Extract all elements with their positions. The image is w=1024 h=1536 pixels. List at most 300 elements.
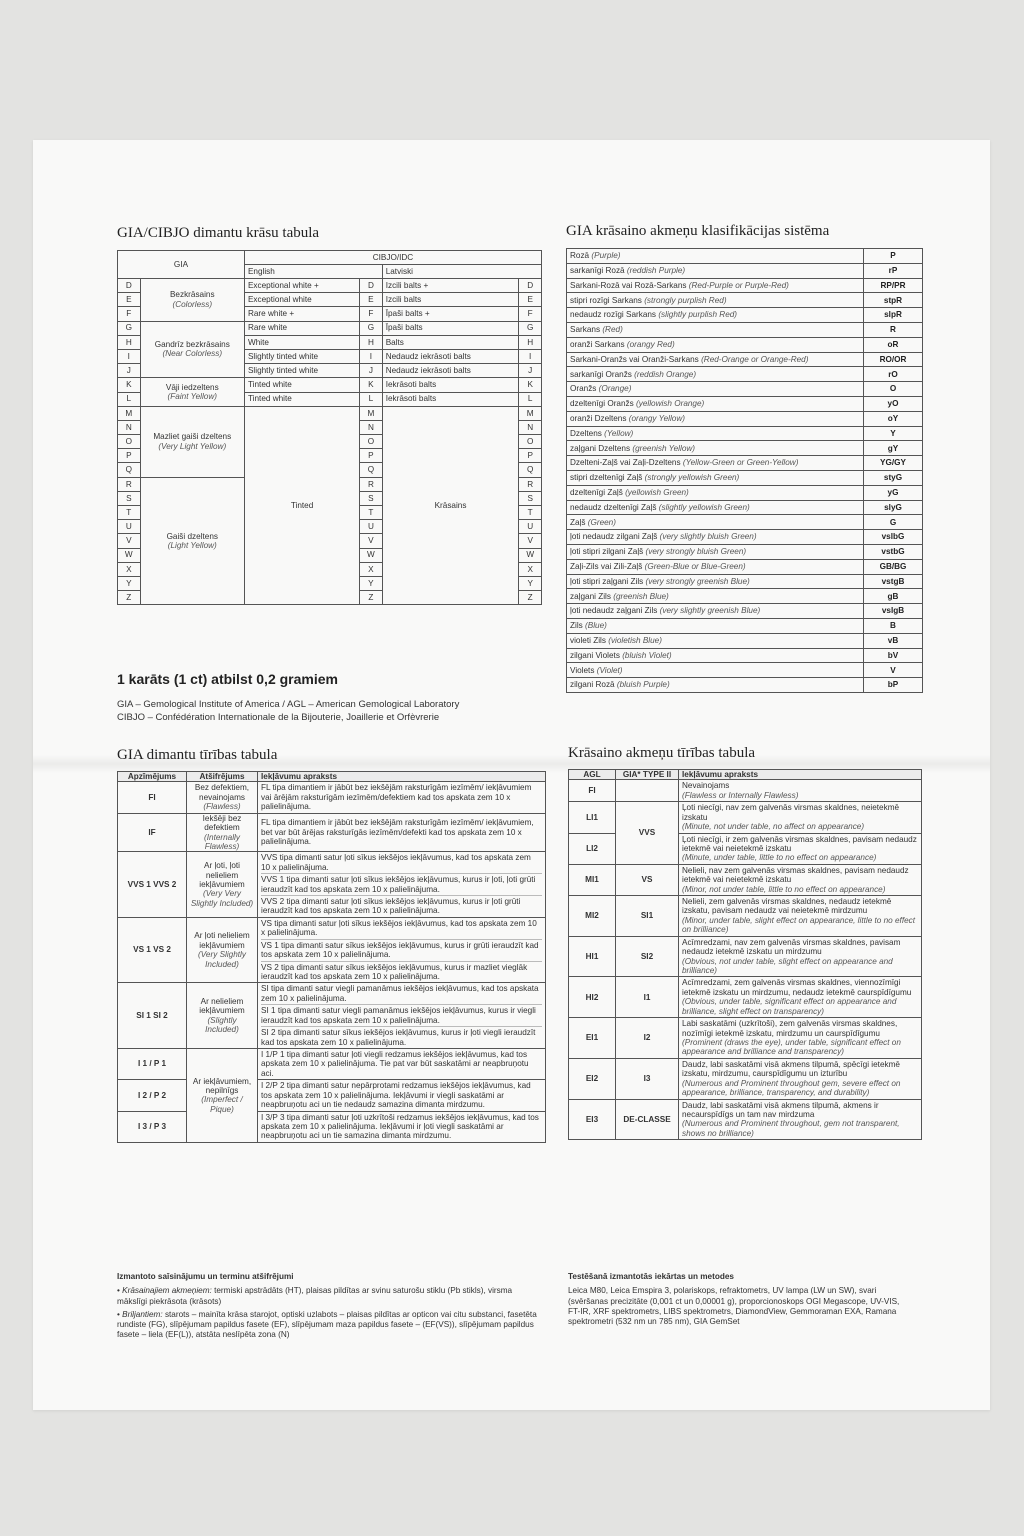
stone-clarity-row xyxy=(569,802,922,833)
abbrev-bullet-1-lead: Krāsainajiem akmeņiem: xyxy=(122,1286,212,1296)
cibjo-letter: X xyxy=(360,562,383,576)
clarity-desc-paragraph: VVS 2 tipa dimanti satur ļoti sīkus iekšējos iekļāvumus, kurus ir ļoti grūti ieraudzīt kad tos apskata zem 10 x palielinājuma. xyxy=(261,897,521,916)
english-term: Exceptional white xyxy=(244,293,359,307)
stone-row xyxy=(567,382,923,397)
stone-name-lv: nedaudz dzeltenīgi Zaļš xyxy=(570,502,657,512)
clarity-header-code: Apzīmējums xyxy=(118,772,187,782)
clarity-desc xyxy=(258,813,546,852)
latvian-term: Nedaudz iekrāsoti balts xyxy=(382,349,519,363)
stone-row xyxy=(567,589,923,604)
clarity-desc-paragraph: VS 1 tipa dimanti satur sīkus iekšējos iekļāvumus, kurus ir grūti ieraudzīt kad tos apskata zem 10 x palielinājuma. xyxy=(261,941,542,962)
stone-name xyxy=(567,367,864,382)
clarity-desc-paragraph: VS 2 tipa dimanti satur sīkus iekšējos iekļāvumus, kurus ir mazliet vieglāk ieraudzīt kad tos apskata zem 10 x palielinājuma. xyxy=(261,962,528,982)
stone-name xyxy=(567,293,864,308)
stone-clarity-header-desc: Iekļāvumu apraksts xyxy=(679,770,922,780)
cibjo-letter: J xyxy=(360,364,383,378)
stone-name-lv: violeti Zils xyxy=(570,635,606,645)
stone-name xyxy=(567,411,864,426)
methods-text: Leica M80, Leica Emspira 3, polariskops, refraktometrs, UV lampa (LW un SW), svari (svēršanas precizitāte (0,001 ct un 0,00001 g), proporcionoskops OGI Megascope, UV-VIS, FT-IR, XRF spektrometrs, LIBS spektrometrs, DiamondView, Gemmoraman EXA, Ramana spektrometri (532 nm un 785 nm), GIA GemSet xyxy=(568,1286,900,1326)
cibjo-letter: V xyxy=(360,534,383,548)
clarity-desc-paragraph: VS tipa dimanti satur ļoti sīkus iekšējos iekļāvumus, kad tos apskata zem 10 x palielinājuma. xyxy=(261,919,542,940)
gia-letter: H xyxy=(118,335,141,349)
stone-name-lv: Zils xyxy=(570,621,583,631)
stone-code: R xyxy=(864,322,923,337)
gia-letter: F xyxy=(118,307,141,321)
cibjo-letter: P xyxy=(360,449,383,463)
english-term: Slightly tinted white xyxy=(244,349,359,363)
stone-clarity-row xyxy=(569,864,922,895)
gia-type: I2 xyxy=(616,1018,679,1059)
clarity-code: FI xyxy=(118,782,187,813)
agl-code: LI2 xyxy=(569,833,616,864)
cibjo-letter: W xyxy=(360,548,383,562)
stone-name-en: (very strongly bluish Green) xyxy=(645,547,747,557)
cibjo-letter: Z xyxy=(360,591,383,605)
stone-name-lv: Sarkani-Rozā vai Rozā-Sarkans xyxy=(570,280,687,290)
gia-letter: E xyxy=(118,293,141,307)
stone-name-lv: Dzelteni-Zaļš vai Zaļi-Dzeltens xyxy=(570,458,681,468)
stone-clarity-desc xyxy=(679,780,922,802)
color-group-en: (Faint Yellow) xyxy=(167,392,217,401)
color-table-body xyxy=(118,279,542,605)
agl-code: FI xyxy=(569,780,616,802)
stone-name xyxy=(567,574,864,589)
stone-name-en: (strongly purplish Red) xyxy=(644,295,727,305)
stone-name-en: (Violet) xyxy=(596,665,623,675)
stone-name-en: (Blue) xyxy=(585,621,607,631)
idc-letter: Q xyxy=(519,463,542,477)
abbrev-bullet-2: • Briljantiem: starots – mainīta krāsa starojot, optiski uzlabots – plaisas pildītas ar opticon vai citu substanci, fasetēta rundiste (FG), slīpējumam papildus fasete (EF), slīpējumam maza papildus fasete – (EF(VS)), slīpējumam papildus fasete – liela (EF(L)), atstāta neslīpēta zona (N) xyxy=(117,1309,537,1340)
agl-code: HI1 xyxy=(569,936,616,977)
gia-type: VVS xyxy=(616,802,679,865)
idc-letter: X xyxy=(519,562,542,576)
clarity-row xyxy=(118,1048,546,1079)
cibjo-letter: N xyxy=(360,420,383,434)
color-group-en: (Very Light Yellow) xyxy=(158,441,227,451)
idc-letter: D xyxy=(519,279,542,293)
idc-letter: U xyxy=(519,520,542,534)
agl-code: EI3 xyxy=(569,1099,616,1140)
stone-row xyxy=(567,485,923,500)
stone-code: vstgB xyxy=(864,574,923,589)
idc-letter: P xyxy=(519,449,542,463)
stone-name-en: (strongly yellowish Green) xyxy=(644,473,740,483)
carat-headline: 1 karāts (1 ct) atbilst 0,2 gramiem xyxy=(117,671,338,687)
cibjo-letter: G xyxy=(360,321,383,335)
clarity-title: GIA dimantu tīrības tabula xyxy=(117,747,278,763)
stone-clarity-desc xyxy=(679,1058,922,1099)
clarity-code: VS 1 VS 2 xyxy=(118,917,187,983)
clarity-desc-paragraph: FL tipa dimantiem ir jābūt bez iekšējām raksturīgām iezīmēm/ iekļāvumiem vai ārējām raksturīgām iezīmēm/defektiem kad tos apskata zem 10 x palielinājuma. xyxy=(261,783,532,812)
stone-name-lv: zilgani Violets xyxy=(570,650,620,660)
stone-row xyxy=(567,574,923,589)
stone-row xyxy=(567,633,923,648)
abbrev-section xyxy=(117,1272,542,1341)
stone-row xyxy=(567,559,923,574)
stone-code: rP xyxy=(864,263,923,278)
stone-name-en: (Yellow) xyxy=(604,428,634,438)
clarity-desc-paragraph: SI 1 tipa dimanti satur viegli pamanāmus iekšējos iekļāvumus, kurus ir viegli ieraudzīt kad tos apskata zem 10 x palielinājuma. xyxy=(261,1006,542,1027)
cibjo-letter: T xyxy=(360,506,383,520)
cibjo-letter: U xyxy=(360,520,383,534)
stone-code: vstbG xyxy=(864,544,923,559)
stone-name-en: (Red-Purple or Purple-Red) xyxy=(688,280,789,290)
stone-clarity-desc xyxy=(679,864,922,895)
stone-code: oR xyxy=(864,337,923,352)
clarity-desc-paragraph: FL tipa dimantiem ir jābūt bez iekšējām raksturīgām iezīmēm/ iekļāvumiem, bet var būt ārējas raksturīgās iezīmēm/defekti kad tos apskata zem 10 x palielinājuma. xyxy=(261,818,534,847)
color-group-name: Gaiši dzeltens xyxy=(166,531,218,541)
gia-letter: K xyxy=(118,378,141,392)
stone-row xyxy=(567,263,923,278)
stone-clarity-desc-en: (Numerous and Prominent throughout, gem not transparent, shows no brilliance) xyxy=(682,1119,900,1138)
stone-name-lv: ļoti nedaudz zilgani Zaļš xyxy=(570,532,658,542)
stone-clarity-desc xyxy=(679,833,922,864)
stone-row xyxy=(567,470,923,485)
color-group-name: Mazliet gaiši dzeltens xyxy=(153,432,232,442)
stone-name xyxy=(567,382,864,397)
agl-code: EI2 xyxy=(569,1058,616,1099)
gia-type: DE-CLASSE xyxy=(616,1099,679,1140)
stone-clarity-desc-lv: Acīmredzami, zem galvenās virsmas skaldnes, viennozīmīgi ietekmē izskatu un mirdzumu, nedaudz ietekmē caurspīdīgumu xyxy=(682,978,912,997)
stone-code: RO/OR xyxy=(864,352,923,367)
cibjo-letter: R xyxy=(360,477,383,491)
stone-name-en: (very slightly bluish Green) xyxy=(659,532,757,542)
english-term: Rare white xyxy=(244,321,359,335)
stone-code: O xyxy=(864,382,923,397)
stone-name-lv: ļoti stipri zilgani Zaļš xyxy=(570,547,644,557)
stone-clarity-row xyxy=(569,1058,922,1099)
stone-clarity-desc-en: (Minor, under table, slight effect on appearance, little to no effect on brilliance) xyxy=(682,915,916,935)
stone-name xyxy=(567,618,864,633)
gia-letter: U xyxy=(118,520,141,534)
gia-letter: T xyxy=(118,506,141,520)
agl-code: MI1 xyxy=(569,864,616,895)
stone-name xyxy=(567,544,864,559)
clarity-desc-paragraph: VVS tipa dimanti satur ļoti sīkus iekšējos iekļāvumus, kad tos apskata zem 10 x palielinājuma. xyxy=(261,853,542,874)
color-group xyxy=(140,321,244,378)
stone-name-en: (yellowish Green) xyxy=(625,487,689,497)
idc-letter: V xyxy=(519,534,542,548)
stone-row xyxy=(567,648,923,663)
stone-clarity-row xyxy=(569,780,922,802)
stone-name-lv: zilgani Rozā xyxy=(570,680,615,690)
stone-clarity-header-agl: AGL xyxy=(569,770,616,780)
stone-name-lv: oranži Dzeltens xyxy=(570,413,627,423)
stone-code: B xyxy=(864,618,923,633)
stone-row xyxy=(567,396,923,411)
stone-name xyxy=(567,633,864,648)
stone-clarity-desc-en: (Minor, not under table, little to no effect on appearance) xyxy=(682,884,886,894)
stone-row xyxy=(567,500,923,515)
gia-letter: R xyxy=(118,477,141,491)
gia-letter: V xyxy=(118,534,141,548)
stone-name-en: (yellowish Orange) xyxy=(636,399,705,409)
color-group-en: (Near Colorless) xyxy=(162,349,223,359)
stone-name-en: (Red-Orange or Orange-Red) xyxy=(701,354,809,364)
stone-code: RP/PR xyxy=(864,278,923,293)
stone-name-lv: ļoti stipri zaļgani Zils xyxy=(570,576,644,586)
stone-name xyxy=(567,500,864,515)
abbrev-bullet-1: • Krāsainajiem akmeņiem: termiski apstrādāts (HT), plaisas pildītas ar svinu saturošu stiklu (Pb stikls), virsma mākslīgi piekrāsota (krāsots) xyxy=(117,1286,513,1306)
abbrev-title: Izmantoto saīsinājumu un terminu atšifrējumi xyxy=(117,1272,294,1281)
cibjo-letter: O xyxy=(360,435,383,449)
stone-name-lv: ļoti nedaudz zaļgani Zils xyxy=(570,606,658,616)
stone-code: gY xyxy=(864,441,923,456)
carat-line-2: CIBJO – Confédération Internationale de la Bijouterie, Joaillerie et Orfèvrerie xyxy=(117,712,440,723)
latvian-term: Īpaši balts + xyxy=(382,307,519,321)
stone-name xyxy=(567,263,864,278)
stone-clarity-desc xyxy=(679,1099,922,1140)
stone-row xyxy=(567,352,923,367)
cibjo-letter: E xyxy=(360,293,383,307)
stone-clarity-table xyxy=(568,769,922,1140)
tinted-en: Tinted xyxy=(244,406,359,605)
stone-name-en: (Green-Blue or Blue-Green) xyxy=(644,561,746,571)
gia-letter: W xyxy=(118,548,141,562)
clarity-decode-en: (Imperfect / Pique) xyxy=(201,1095,243,1114)
stone-name-lv: Rozā xyxy=(570,251,590,261)
stone-clarity-desc-lv: Ļoti niecīgi, nav zem galvenās virsmas skaldnes, neietekmē izskatu xyxy=(682,803,900,822)
color-group xyxy=(140,406,244,477)
clarity-decode xyxy=(187,852,258,918)
stone-clarity-desc xyxy=(679,977,922,1018)
stone-code: G xyxy=(864,515,923,530)
stone-clarity-desc xyxy=(679,1018,922,1059)
idc-letter: F xyxy=(519,307,542,321)
stone-clarity-desc-lv: Labi saskatāmi (uzkrītoši), zem galvenās virsmas skaldnes, nozīmīgi ietekmē izskatu, mirdzumu un caurspīdīgumu xyxy=(682,1019,898,1038)
gia-type: I1 xyxy=(616,977,679,1018)
color-group-name: Vāji iedzeltens xyxy=(165,382,219,392)
stone-name xyxy=(567,515,864,530)
clarity-decode xyxy=(187,917,258,983)
clarity-header-desc: Iekļāvumu apraksts xyxy=(258,772,546,782)
clarity-code: VVS 1 VVS 2 xyxy=(118,852,187,918)
latvian-term: Iekrāsoti balts xyxy=(382,378,519,392)
stone-name xyxy=(567,470,864,485)
stone-code: bP xyxy=(864,678,923,693)
idc-letter: W xyxy=(519,548,542,562)
stone-clarity-desc-lv: Acīmredzami, nav zem galvenās virsmas skaldnes, pavisam nedaudz ietekmē izskatu un mirdzumu xyxy=(682,937,901,957)
stone-name xyxy=(567,604,864,619)
colored-stones-table xyxy=(566,248,923,693)
english-term: Rare white + xyxy=(244,307,359,321)
stone-code: oY xyxy=(864,411,923,426)
stone-code: yO xyxy=(864,396,923,411)
color-row xyxy=(118,378,542,392)
clarity-row xyxy=(118,852,546,918)
stone-code: vB xyxy=(864,633,923,648)
stone-row xyxy=(567,678,923,693)
gia-type: SI1 xyxy=(616,896,679,937)
cibjo-letter: K xyxy=(360,378,383,392)
stone-name xyxy=(567,589,864,604)
color-group-name: Gandrīz bezkrāsains xyxy=(154,340,230,350)
idc-letter: S xyxy=(519,491,542,505)
agl-code: MI2 xyxy=(569,896,616,937)
stone-name-lv: dzeltenīgi Zaļš xyxy=(570,487,623,497)
clarity-decode-en: (Internally Flawless) xyxy=(204,832,240,851)
clarity-decode-en: (Slightly Included) xyxy=(205,1015,239,1035)
cibjo-letter: I xyxy=(360,349,383,363)
clarity-decode-en: (Very Slightly Included) xyxy=(198,950,246,969)
cibjo-letter: S xyxy=(360,491,383,505)
stone-name-en: (slightly yellowish Green) xyxy=(658,502,750,512)
gia-type: I3 xyxy=(616,1058,679,1099)
idc-letter: K xyxy=(519,378,542,392)
abbrev-bullet-1-text: termiski apstrādāts (HT), plaisas pildītas ar svinu saturošu stiklu (Pb stikls), virsma mākslīgi piekrāsota (krāsots) xyxy=(117,1286,513,1306)
color-group-en: (Colorless) xyxy=(172,299,213,309)
stone-name xyxy=(567,308,864,323)
gia-letter: N xyxy=(118,420,141,434)
stone-clarity-desc-en: (Obvious, not under table, slight effect on appearance and brilliance) xyxy=(682,956,893,976)
gia-letter: G xyxy=(118,321,141,335)
cibjo-letter: Y xyxy=(360,576,383,590)
stone-name xyxy=(567,396,864,411)
stone-clarity-desc xyxy=(679,896,922,937)
stone-name-en: (Yellow-Green or Green-Yellow) xyxy=(682,458,799,468)
idc-letter: O xyxy=(519,435,542,449)
stone-clarity-desc-lv: Ļoti niecīgi, ir zem galvenās virsmas skaldnes, pavisam nedaudz ietekmē vai neietekmē izskatu xyxy=(682,834,917,853)
clarity-code: SI 1 SI 2 xyxy=(118,983,187,1049)
stone-name-en: (Purple) xyxy=(591,251,621,261)
stone-clarity-desc-lv: Nelieli, nav zem galvenās virsmas skaldnes, pavisam nedaudz ietekmē vai neietekmē izskatu xyxy=(682,865,909,885)
cibjo-letter: L xyxy=(360,392,383,406)
stone-code: V xyxy=(864,663,923,678)
stone-name-lv: Sarkani-Oranžs vai Oranži-Sarkans xyxy=(570,354,699,364)
stone-name-en: (bluish Purple) xyxy=(616,680,670,690)
stone-name xyxy=(567,278,864,293)
cibjo-letter: M xyxy=(360,406,383,420)
stone-clarity-title: Krāsaino akmeņu tīrības tabula xyxy=(568,745,756,761)
stone-code: P xyxy=(864,249,923,264)
stone-name-lv: zaļgani Dzeltens xyxy=(570,443,631,453)
stone-name-en: (Orange) xyxy=(598,384,632,394)
methods-title: Testēšanā izmantotās iekārtas un metodes xyxy=(568,1272,734,1281)
stone-name xyxy=(567,559,864,574)
gia-letter: O xyxy=(118,435,141,449)
idc-letter: G xyxy=(519,321,542,335)
gia-type: VS xyxy=(616,864,679,895)
gia-letter: P xyxy=(118,449,141,463)
clarity-desc-paragraph: I 1/P 1 tipa dimanti satur ļoti viegli redzamus iekšējos iekļāvumus, kad tos apskata zem 10 x palielinājuma. Tie pat var būt saskatāmi ar neapbruņotu aci. xyxy=(261,1049,529,1078)
stone-name-lv: dzeltenīgi Oranžs xyxy=(570,399,634,409)
idc-letter: I xyxy=(519,349,542,363)
gia-type xyxy=(616,780,679,802)
stone-clarity-desc xyxy=(679,802,922,833)
clarity-decode xyxy=(187,1048,258,1142)
stone-name xyxy=(567,648,864,663)
color-group-en: (Light Yellow) xyxy=(167,540,217,550)
color-row xyxy=(118,406,542,420)
stone-name-lv: Sarkans xyxy=(570,325,601,335)
stone-name-lv: Zaļi-Zils vai Zili-Zaļš xyxy=(570,561,643,571)
clarity-desc xyxy=(258,782,546,813)
clarity-desc xyxy=(258,1048,546,1079)
stone-name-lv: Dzeltens xyxy=(570,428,602,438)
stone-row xyxy=(567,249,923,264)
latvian-term: Izcili balts + xyxy=(382,279,519,293)
stone-name-en: (violetish Blue) xyxy=(608,635,662,645)
stone-clarity-desc-en: (Prominent (draws the eye), under table, significant effect on appearance and brilliance and transparency) xyxy=(682,1037,901,1057)
clarity-code: IF xyxy=(118,813,187,852)
stone-row xyxy=(567,322,923,337)
idc-letter: J xyxy=(519,364,542,378)
latvian-term: Izcili balts xyxy=(382,293,519,307)
clarity-row xyxy=(118,813,546,852)
latvian-term: Iekrāsoti balts xyxy=(382,392,519,406)
clarity-row xyxy=(118,917,546,983)
idc-letter: Z xyxy=(519,591,542,605)
agl-code: LI1 xyxy=(569,802,616,833)
cibjo-letter: Q xyxy=(360,463,383,477)
gia-letter: X xyxy=(118,562,141,576)
stone-name-lv: Violets xyxy=(570,665,595,675)
stone-code: slyG xyxy=(864,500,923,515)
stone-name xyxy=(567,322,864,337)
english-term: Tinted white xyxy=(244,392,359,406)
stone-name xyxy=(567,337,864,352)
clarity-decode-en: (Flawless) xyxy=(203,802,241,812)
gia-letter: M xyxy=(118,406,141,420)
color-table xyxy=(117,250,542,605)
colored-stones-body xyxy=(567,249,923,693)
abbrev-bullet-2-text: starots – mainīta krāsa starojot, optiski uzlabots – plaisas pildītas ar opticon vai citu substanci, fasetēta rundiste (FG), slīpējumam papildus fasete (EF), slīpējumam maza papildus fasete – (EF(VS)), slīpējumam papildus fasete – liela (EF(L)), atstāta neslīpēta zona (N) xyxy=(117,1309,537,1340)
gia-letter: L xyxy=(118,392,141,406)
clarity-decode-lv: Ar ļoti, ļoti nelieliem iekļāvumiem xyxy=(199,861,245,889)
stone-row xyxy=(567,618,923,633)
stone-name xyxy=(567,485,864,500)
stone-name-en: (orangy Yellow) xyxy=(628,413,685,423)
clarity-desc-paragraph: I 3/P 3 tipa dimanti satur ļoti uzkrītoši redzamus iekšējos iekļāvumus, kad tos apskata zem 10 x palielinājuma. Iekļāvumi ir ļoti viegli saskatāmi ar neapbruņotu aci un tie samazina dimanta mirdzumu. xyxy=(261,1112,539,1141)
stone-row xyxy=(567,456,923,471)
stone-clarity-desc-lv: Daudz, labi saskatāmi visā akmens tilpumā, spēcīgi ietekmē izskatu, mirdzumu, caurspīdīgumu un izturību xyxy=(682,1059,900,1079)
stone-name-lv: Oranžs xyxy=(570,384,597,394)
stone-row xyxy=(567,544,923,559)
clarity-decode-lv: Iekšēji bez defektiem xyxy=(202,813,242,833)
stone-clarity-row xyxy=(569,896,922,937)
stone-clarity-row xyxy=(569,1018,922,1059)
stone-name xyxy=(567,663,864,678)
color-group xyxy=(140,477,244,605)
idc-letter: M xyxy=(519,406,542,420)
clarity-desc xyxy=(258,852,546,918)
english-term: Exceptional white + xyxy=(244,279,359,293)
stone-row xyxy=(567,426,923,441)
stone-row xyxy=(567,293,923,308)
idc-letter: H xyxy=(519,335,542,349)
stone-name-en: (bluish Violet) xyxy=(622,650,672,660)
clarity-desc xyxy=(258,917,546,983)
gia-letter: I xyxy=(118,349,141,363)
stone-row xyxy=(567,337,923,352)
stone-clarity-desc-lv: Daudz, labi saskatāmi visā akmens tilpumā, akmens ir necaurspīdīgs un tam nav mirdzuma xyxy=(682,1100,879,1119)
stone-row xyxy=(567,515,923,530)
stone-name xyxy=(567,441,864,456)
stone-row xyxy=(567,367,923,382)
stone-name xyxy=(567,352,864,367)
tinted-lv: Krāsains xyxy=(382,406,519,605)
clarity-decode-lv: Ar nelieliem iekļāvumiem xyxy=(199,996,245,1016)
stone-name-lv: sarkanīgi Rozā xyxy=(570,265,625,275)
stone-code: styG xyxy=(864,470,923,485)
stone-code: YG/GY xyxy=(864,456,923,471)
color-table-title: GIA/CIBJO dimantu krāsu tabula xyxy=(117,225,320,241)
clarity-decode xyxy=(187,813,258,852)
stone-clarity-body xyxy=(569,780,922,1140)
methods-section xyxy=(568,1272,913,1327)
gia-letter: Y xyxy=(118,576,141,590)
clarity-decode xyxy=(187,782,258,813)
